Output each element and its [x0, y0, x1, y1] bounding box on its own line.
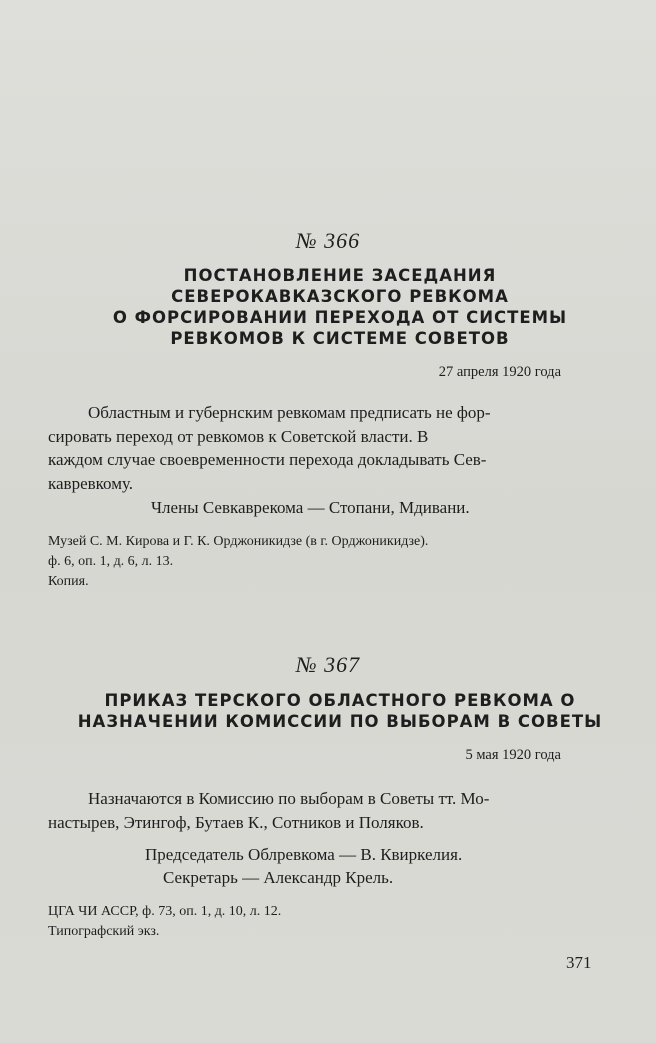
document-title — [60, 690, 620, 732]
document-body — [48, 401, 596, 495]
title-line: НАЗНАЧЕНИИ КОМИССИИ ПО ВЫБОРАМ В СОВЕТЫ — [77, 712, 603, 731]
signature: Члены Севкаврекома — Стопани, Мдивани. — [151, 498, 470, 517]
body-line: Назначаются в Комиссию по выборам в Советы тт. Мо- — [88, 789, 490, 808]
document-number: № 367 — [295, 652, 361, 677]
title-line: ПОСТАНОВЛЕНИЕ ЗАСЕДАНИЯ — [183, 266, 497, 285]
signature: Секретарь — Александр Крель. — [163, 868, 394, 887]
archive-source — [48, 902, 281, 942]
signature: Председатель Облревкома — В. Квиркелия. — [145, 845, 463, 864]
document-body — [48, 787, 596, 834]
archive-source — [48, 532, 428, 592]
document-title — [60, 265, 620, 349]
title-line: ПРИКАЗ ТЕРСКОГО ОБЛАСТНОГО РЕВКОМА О — [104, 691, 576, 710]
document-date: 5 мая 1920 года — [465, 747, 561, 763]
source-line: ЦГА ЧИ АССР, ф. 73, оп. 1, д. 10, л. 12. — [48, 904, 282, 919]
body-line: кавревкому. — [48, 473, 134, 493]
body-line: Областным и губернским ревкомам предписать не фор- — [88, 403, 491, 422]
title-line: О ФОРСИРОВАНИИ ПЕРЕХОДА ОТ СИСТЕМЫ — [112, 308, 568, 327]
title-line: СЕВЕРОКАВКАЗСКОГО РЕВКОМА — [171, 287, 509, 306]
document-number: № 366 — [295, 228, 361, 253]
document-date: 27 апреля 1920 года — [438, 364, 561, 380]
body-line: каждом случае своевременности перехода докладывать Сев- — [48, 450, 487, 469]
source-line: Копия. — [48, 574, 89, 589]
page-number: 371 — [566, 953, 592, 972]
source-line: Музей С. М. Кирова и Г. К. Орджоникидзе (в г. Орджоникидзе). — [48, 534, 429, 549]
title-line: РЕВКОМОВ К СИСТЕМЕ СОВЕТОВ — [170, 329, 510, 348]
source-line: ф. 6, оп. 1, д. 6, л. 13. — [48, 554, 174, 569]
source-line: Типографский экз. — [48, 924, 160, 939]
body-line: сировать переход от ревкомов к Советской власти. В — [48, 426, 429, 446]
body-line: настырев, Этингоф, Бутаев К., Сотников и Поляков. — [48, 812, 424, 832]
